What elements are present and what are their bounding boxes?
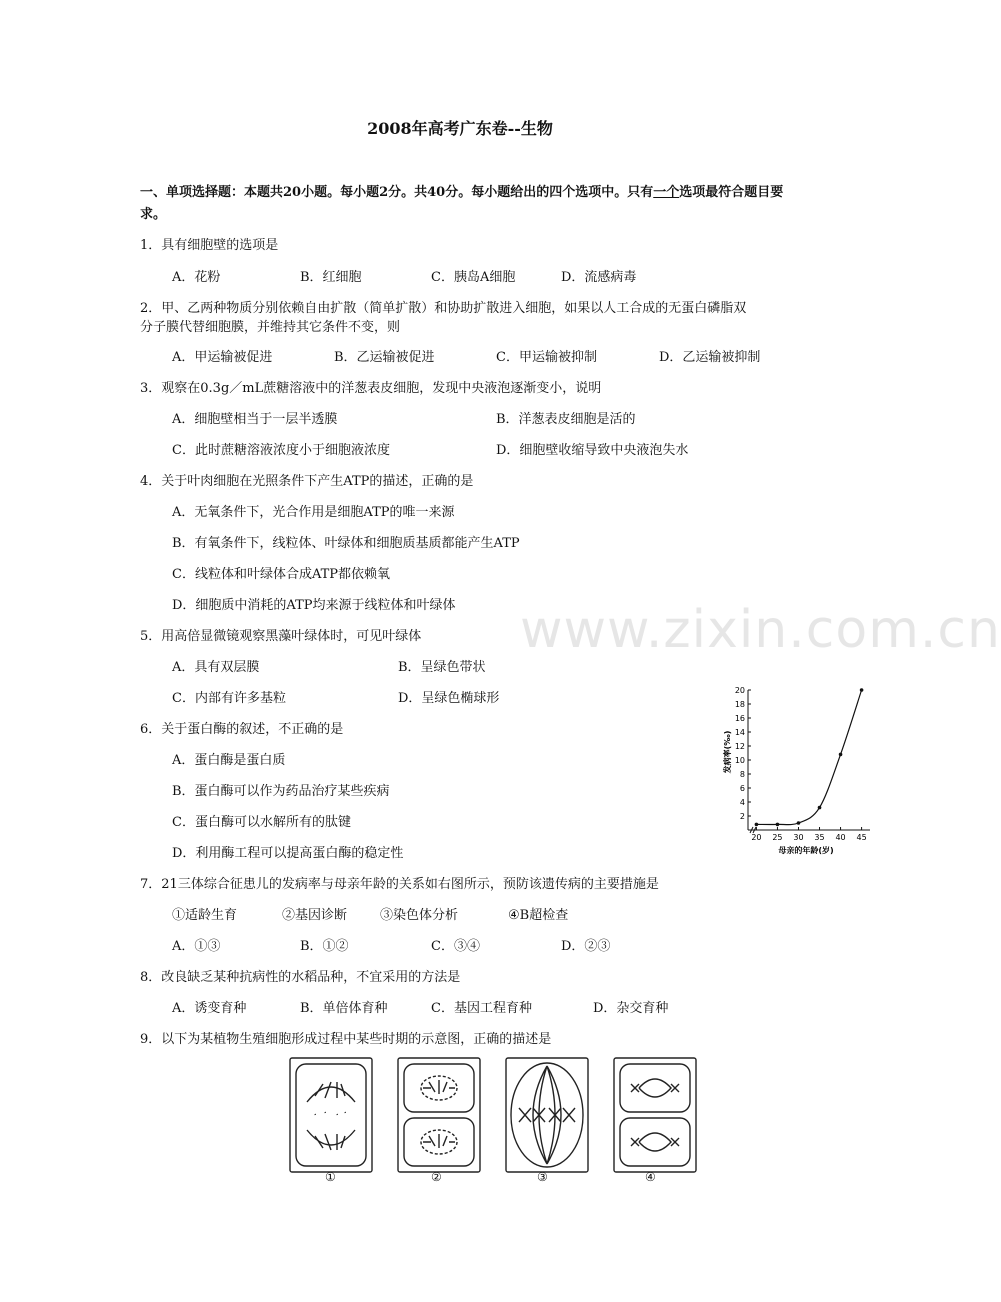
q5-option-c: C．内部有许多基粒 bbox=[172, 691, 286, 706]
q7-measure-4: ④B超检查 bbox=[508, 908, 569, 923]
question-3-stem: 3．观察在0.3g／mL蔗糖溶液中的洋葱表皮细胞，发现中央液泡逐渐变小，说明 bbox=[140, 381, 602, 396]
chart-y-tick-label: 14 bbox=[734, 728, 745, 737]
chart-y-tick-label: 8 bbox=[739, 770, 745, 779]
figure-label-3: ③ bbox=[537, 1170, 548, 1184]
q6-option-b: B．蛋白酶可以作为药品治疗某些疾病 bbox=[172, 784, 390, 799]
q3-option-d: D．细胞壁收缩导致中央液泡失水 bbox=[496, 443, 689, 458]
incidence-chart bbox=[722, 680, 882, 860]
q2-option-b: B．乙运输被促进 bbox=[334, 350, 435, 365]
chart-x-tick-label: 30 bbox=[793, 833, 804, 842]
chart-y-tick-label: 10 bbox=[734, 756, 745, 765]
q8-option-d: D．杂交育种 bbox=[593, 1001, 669, 1016]
chart-axes bbox=[748, 690, 870, 833]
q4-option-a: A．无氧条件下，光合作用是细胞ATP的唯一来源 bbox=[172, 505, 455, 520]
chart-y-tick-label: 18 bbox=[734, 700, 745, 709]
q7-option-b: B．①② bbox=[300, 939, 349, 954]
q7-option-d: D．②③ bbox=[561, 939, 611, 954]
q5-option-d: D．呈绿色椭球形 bbox=[398, 691, 500, 706]
question-6-stem: 6．关于蛋白酶的叙述，不正确的是 bbox=[140, 722, 344, 737]
chart-y-ticks bbox=[735, 686, 751, 821]
chart-data-point bbox=[860, 688, 864, 692]
q1-option-c: C．胰岛A细胞 bbox=[431, 270, 516, 285]
q8-option-c: C．基因工程育种 bbox=[431, 1001, 532, 1016]
chart-x-ticks bbox=[751, 827, 866, 842]
watermark: www.zixin.com.cn bbox=[520, 600, 1001, 660]
q2-option-a: A．甲运输被促进 bbox=[172, 350, 273, 365]
chart-x-tick-label: 20 bbox=[751, 833, 762, 842]
question-5-stem: 5．用高倍显微镜观察黑藻叶绿体时，可见叶绿体 bbox=[140, 629, 422, 644]
q7-measure-3: ③染色体分析 bbox=[380, 908, 459, 923]
section-text-a: 一、单项选择题：本题共20小题。每小题2分。共40分。每小题给出的四个选项中。只有 bbox=[140, 185, 654, 200]
q2-option-c: C．甲运输被抑制 bbox=[496, 350, 597, 365]
q2-option-d: D．乙运输被抑制 bbox=[659, 350, 761, 365]
q8-option-b: B．单倍体育种 bbox=[300, 1001, 388, 1016]
figure-label-2: ② bbox=[431, 1170, 442, 1184]
chart-x-tick-label: 25 bbox=[772, 833, 783, 842]
chart-y-tick-label: 2 bbox=[739, 812, 745, 821]
chart-x-tick-label: 45 bbox=[856, 833, 867, 842]
section-header bbox=[140, 182, 790, 226]
chart-series-line bbox=[756, 690, 861, 825]
chart-data-point bbox=[776, 823, 780, 827]
question-2-stem-line-2: 分子膜代替细胞膜，并维持其它条件不变，则 bbox=[140, 320, 401, 335]
q6-option-d: D．利用酶工程可以提高蛋白酶的稳定性 bbox=[172, 846, 404, 861]
figure-label-4: ④ bbox=[645, 1170, 656, 1184]
chart-x-tick-label: 40 bbox=[835, 833, 846, 842]
chart-y-axis-label: 发病率(‰) bbox=[723, 730, 732, 774]
cell-figure-1 bbox=[290, 1058, 372, 1172]
q1-option-b: B．红细胞 bbox=[300, 270, 362, 285]
chart-data-point bbox=[755, 823, 759, 827]
q3-option-c: C．此时蔗糖溶液浓度小于细胞液浓度 bbox=[172, 443, 390, 458]
q1-option-d: D．流感病毒 bbox=[561, 270, 637, 285]
q3-option-b: B．洋葱表皮细胞是活的 bbox=[496, 412, 636, 427]
q1-option-a: A．花粉 bbox=[172, 270, 221, 285]
chart-data-point bbox=[797, 821, 801, 825]
chart-x-axis-label: 母亲的年龄(岁) bbox=[778, 846, 834, 855]
cell-figure-3 bbox=[506, 1058, 588, 1172]
q4-option-c: C．线粒体和叶绿体合成ATP都依赖氧 bbox=[172, 567, 391, 582]
question-9-stem: 9．以下为某植物生殖细胞形成过程中某些时期的示意图，正确的描述是 bbox=[140, 1032, 552, 1047]
q4-option-b: B．有氧条件下，线粒体、叶绿体和细胞质基质都能产生ATP bbox=[172, 536, 520, 551]
q7-option-a: A．①③ bbox=[172, 939, 221, 954]
cell-division-figure bbox=[285, 1052, 695, 1182]
q5-option-a: A．具有双层膜 bbox=[172, 660, 260, 675]
chart-data-point bbox=[818, 806, 822, 810]
question-7-stem: 7．21三体综合征患儿的发病率与母亲年龄的关系如右图所示，预防该遗传病的主要措施是 bbox=[140, 877, 659, 892]
page-title: 2008年高考广东卷--生物 bbox=[367, 119, 553, 138]
chart-y-tick-label: 16 bbox=[734, 714, 745, 723]
question-2-stem-line-1: 2．甲、乙两种物质分别依赖自由扩散（简单扩散）和协助扩散进入细胞，如果以人工合成的无蛋白磷脂双 bbox=[140, 301, 747, 316]
question-8-stem: 8．改良缺乏某种抗病性的水稻品种，不宜采用的方法是 bbox=[140, 970, 461, 985]
section-underlined: 一个 bbox=[653, 185, 680, 200]
question-4-stem: 4．关于叶肉细胞在光照条件下产生ATP的描述，正确的是 bbox=[140, 474, 474, 489]
chart-points bbox=[755, 688, 864, 826]
chart-y-tick-label: 20 bbox=[734, 686, 745, 695]
figure-label-1: ① bbox=[325, 1170, 336, 1184]
q5-option-b: B．呈绿色带状 bbox=[398, 660, 486, 675]
q7-option-c: C．③④ bbox=[431, 939, 480, 954]
q7-measure-1: ①适龄生育 bbox=[172, 908, 238, 923]
chart-y-tick-label: 6 bbox=[739, 784, 745, 793]
cell-figure-4 bbox=[614, 1058, 696, 1172]
q6-option-c: C．蛋白酶可以水解所有的肽键 bbox=[172, 815, 351, 830]
q7-measure-2: ②基因诊断 bbox=[282, 908, 348, 923]
question-1-stem: 1．具有细胞壁的选项是 bbox=[140, 238, 279, 253]
chart-y-tick-label: 12 bbox=[734, 742, 745, 751]
chart-data-point bbox=[839, 753, 843, 757]
section-text-b: 选项最符合题目要求。 bbox=[140, 185, 784, 222]
chart-y-tick-label: 4 bbox=[739, 798, 745, 807]
q8-option-a: A．诱变育种 bbox=[172, 1001, 247, 1016]
q4-option-d: D．细胞质中消耗的ATP均来源于线粒体和叶绿体 bbox=[172, 598, 456, 613]
cell-figure-2 bbox=[398, 1058, 480, 1172]
chart-x-tick-label: 35 bbox=[814, 833, 825, 842]
q6-option-a: A．蛋白酶是蛋白质 bbox=[172, 753, 286, 768]
q3-option-a: A．细胞壁相当于一层半透膜 bbox=[172, 412, 338, 427]
